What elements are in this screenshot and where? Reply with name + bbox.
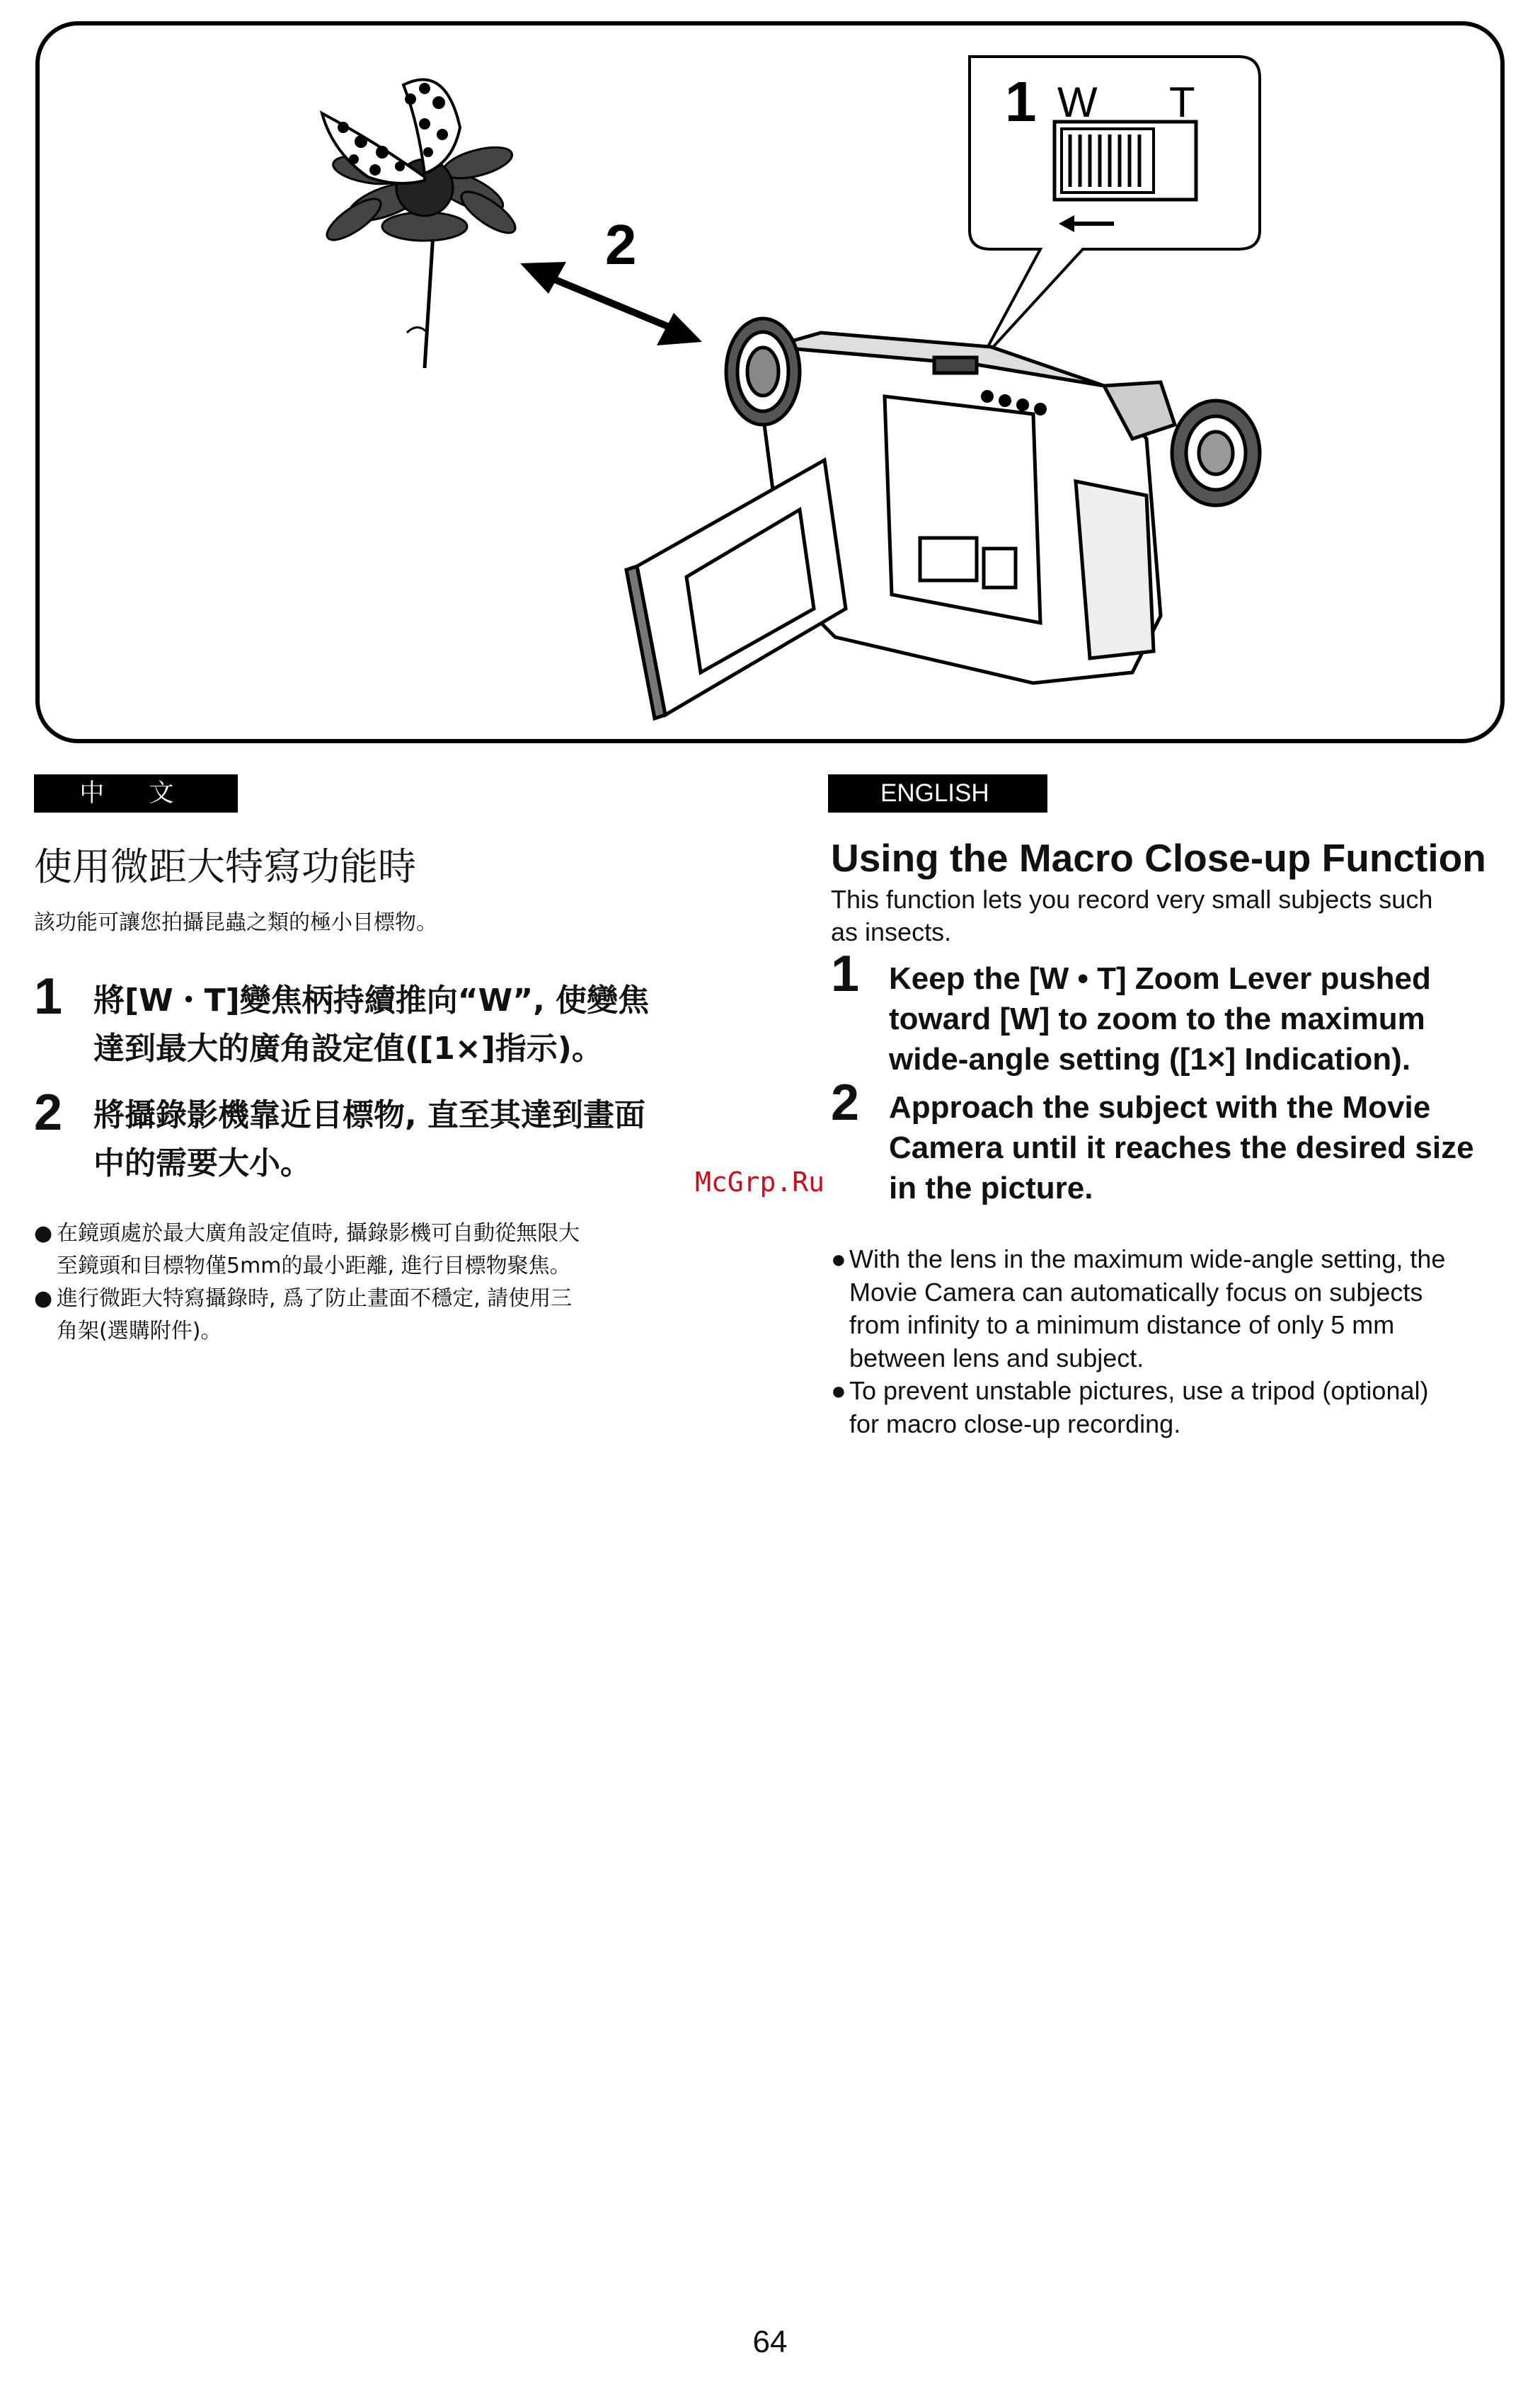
english-step-2-line-1: Approach the subject with the Movie <box>889 1090 1431 1125</box>
page-number: 64 <box>752 2325 788 2359</box>
lever-tele-label: T <box>1169 79 1195 126</box>
chinese-step-2-number: 2 <box>34 1084 63 1141</box>
english-note-2-line-2: for macro close-up recording. <box>849 1409 1181 1438</box>
lever-wide-label: W <box>1057 79 1098 126</box>
english-notes <box>831 1243 1510 1440</box>
chinese-step-2-line-1: 將攝錄影機靠近目標物, 直至其達到畫面 <box>93 1097 646 1133</box>
english-intro-line-2: as insects. <box>831 917 952 946</box>
english-step-1-number: 1 <box>831 946 860 1002</box>
watermark: McGrp.Ru <box>695 1167 825 1198</box>
english-step-2-text <box>889 1087 1526 1208</box>
english-note-2-line-1: To prevent unstable pictures, use a tripod (optional) <box>849 1376 1429 1405</box>
chinese-notes <box>34 1217 720 1348</box>
bullet-icon: ● <box>831 1244 846 1273</box>
flower-with-butterfly-illustration <box>321 80 521 369</box>
english-step-2-line-2: Camera until it reaches the desired size <box>889 1130 1474 1165</box>
english-section-tag: ENGLISH <box>828 774 1047 813</box>
english-note-1-line-4: between lens and subject. <box>849 1343 1144 1372</box>
chinese-section-tag: 中 文 <box>34 774 238 813</box>
english-step-1-line-2: toward [W] to zoom to the maximum <box>889 1002 1425 1036</box>
english-intro-line-1: This function lets you record very small subjects such <box>831 885 1433 914</box>
english-intro <box>831 883 1510 949</box>
chinese-note-1 <box>34 1217 720 1283</box>
chinese-step-1-line-2: 達到最大的廣角設定值([1×]指示)。 <box>93 1031 603 1067</box>
english-step-1-text <box>889 958 1526 1079</box>
chinese-step-1-line-1: 將[W・T]變焦柄持續推向“W”, 使變焦 <box>93 982 650 1019</box>
english-step-2-number: 2 <box>831 1074 860 1131</box>
bullet-icon: ● <box>831 1376 846 1405</box>
chinese-note-2 <box>34 1283 720 1348</box>
camcorder-illustration <box>626 319 1260 718</box>
chinese-note-1-line-1: 在鏡頭處於最大廣角設定值時, 攝錄影機可自動從無限大 <box>57 1221 580 1246</box>
english-note-1-line-2: Movie Camera can automatically focus on subjects <box>849 1277 1423 1307</box>
chinese-note-2-line-1: 進行微距大特寫攝錄時, 爲了防止畫面不穩定, 請使用三 <box>57 1286 573 1311</box>
english-step-2-line-3: in the picture. <box>889 1171 1093 1205</box>
bullet-icon: ● <box>34 1221 53 1246</box>
chinese-step-2-line-2: 中的需要大小。 <box>93 1145 311 1181</box>
approach-step-number: 2 <box>605 213 637 276</box>
chinese-step-1-text <box>93 977 716 1073</box>
chinese-step-2-text <box>93 1091 716 1188</box>
english-step-1-line-3: wide-angle setting ([1×] Indication). <box>889 1042 1411 1077</box>
english-note-1-line-1: With the lens in the maximum wide-angle setting, the <box>849 1244 1446 1273</box>
chinese-step-1-number: 1 <box>34 968 63 1025</box>
chinese-note-2-line-2: 角架(選購附件)。 <box>57 1319 222 1343</box>
chinese-title: 使用微距大特寫功能時 <box>34 844 416 889</box>
bullet-icon: ● <box>34 1286 53 1311</box>
chinese-note-1-line-2: 至鏡頭和目標物僅5mm的最小距離, 進行目標物聚焦。 <box>57 1254 571 1278</box>
english-step-1-line-1: Keep the [W • T] Zoom Lever pushed <box>889 961 1431 996</box>
english-note-2 <box>831 1375 1510 1440</box>
illustration <box>0 0 1540 750</box>
chinese-intro: 該功能可讓您拍攝昆蟲之類的極小目標物。 <box>34 910 437 935</box>
lever-step-number: 1 <box>1005 70 1037 133</box>
english-note-1 <box>831 1243 1510 1375</box>
english-note-1-line-3: from infinity to a minimum distance of only 5 mm <box>849 1310 1395 1339</box>
english-title: Using the Macro Close-up Function <box>831 836 1486 880</box>
